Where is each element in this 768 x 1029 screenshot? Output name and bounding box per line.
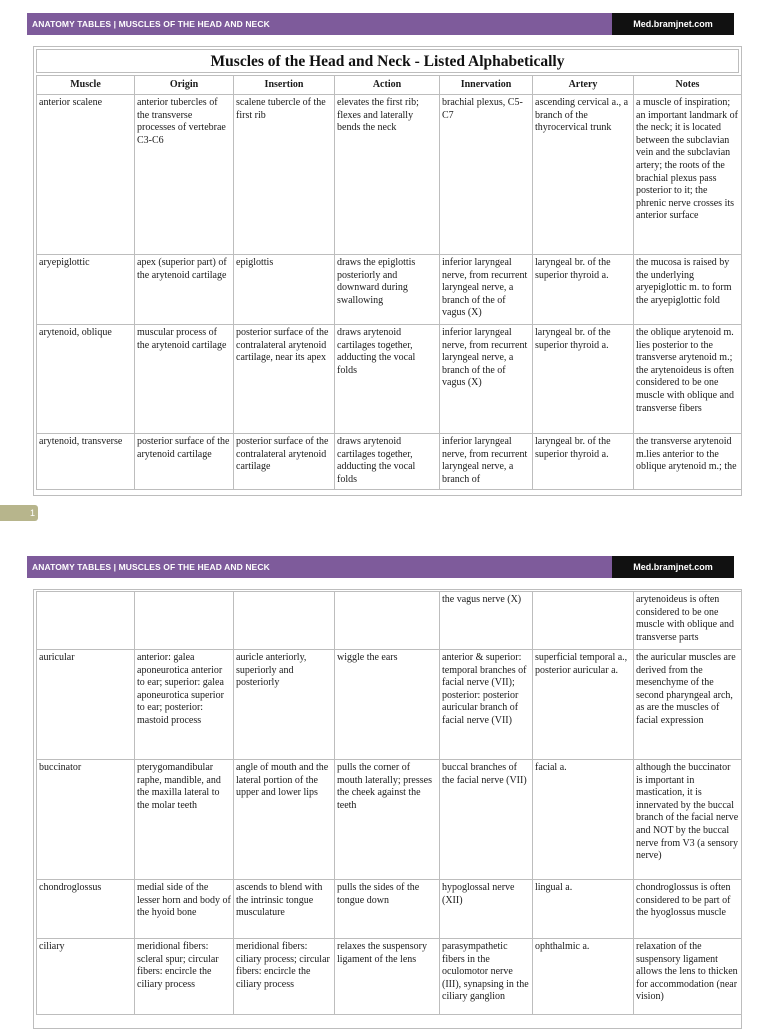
cell-insertion: scalene tubercle of the first rib	[234, 95, 335, 255]
cell-origin	[135, 592, 234, 650]
cell-notes: the mucosa is raised by the underlying aryepiglottic m. to form the aryepiglottic fold	[634, 255, 742, 325]
cell-innervation: inferior laryngeal nerve, from recurrent laryngeal nerve, a branch of the of vagus (X)	[440, 325, 533, 434]
table-row	[37, 650, 742, 760]
cell-insertion	[234, 592, 335, 650]
cell-muscle: chondroglossus	[37, 880, 135, 939]
cell-muscle: aryepiglottic	[37, 255, 135, 325]
cell-artery: laryngeal br. of the superior thyroid a.	[533, 434, 634, 490]
cell-origin: posterior surface of the arytenoid cartilage	[135, 434, 234, 490]
cell-innervation: inferior laryngeal nerve, from recurrent laryngeal nerve, a branch of the of vagus (X)	[440, 255, 533, 325]
cell-artery: superficial temporal a., posterior auricular a.	[533, 650, 634, 760]
cell-innervation: hypoglossal nerve (XII)	[440, 880, 533, 939]
cell-artery: facial a.	[533, 760, 634, 880]
cell-innervation: buccal branches of the facial nerve (VII)	[440, 760, 533, 880]
header-site-link[interactable]: Med.bramjnet.com	[612, 13, 734, 35]
cell-action	[335, 592, 440, 650]
cell-insertion: epiglottis	[234, 255, 335, 325]
cell-origin: muscular process of the arytenoid cartilage	[135, 325, 234, 434]
table-row	[37, 434, 742, 490]
table-row	[37, 255, 742, 325]
cell-insertion: auricle anteriorly, superiorly and posteriorly	[234, 650, 335, 760]
cell-action: pulls the sides of the tongue down	[335, 880, 440, 939]
cell-artery: ophthalmic a.	[533, 939, 634, 1015]
cell-action: pulls the corner of mouth laterally; presses the cheek against the teeth	[335, 760, 440, 880]
cell-action: elevates the first rib; flexes and laterally bends the neck	[335, 95, 440, 255]
cell-notes: arytenoideus is often considered to be one muscle with oblique and transverse parts	[634, 592, 742, 650]
cell-innervation: brachial plexus, C5-C7	[440, 95, 533, 255]
cell-origin: anterior: galea aponeurotica anterior to ear; superior: galea aponeurotica superior to ear; posterior: mastoid process	[135, 650, 234, 760]
cell-notes: the transverse arytenoid m.lies anterior to the oblique arytenoid m.; the	[634, 434, 742, 490]
cell-innervation: parasympathetic fibers in the oculomotor nerve (III), synapsing in the ciliary ganglion	[440, 939, 533, 1015]
muscles-table-page1	[36, 75, 742, 490]
cell-notes: chondroglossus is often considered to be part of the hyoglossus muscle	[634, 880, 742, 939]
page-number-badge: 1	[0, 505, 38, 521]
table-row	[37, 880, 742, 939]
table-row	[37, 325, 742, 434]
muscles-table-page2	[36, 591, 742, 1015]
header-section-title: ANATOMY TABLES | MUSCLES OF THE HEAD AND NECK	[32, 562, 270, 572]
cell-action: draws the epiglottis posteriorly and downward during swallowing	[335, 255, 440, 325]
cell-insertion: ascends to blend with the intrinsic tongue musculature	[234, 880, 335, 939]
cell-innervation: inferior laryngeal nerve, from recurrent laryngeal nerve, a branch of	[440, 434, 533, 490]
table-row	[37, 95, 742, 255]
cell-muscle: ciliary	[37, 939, 135, 1015]
page-title: Muscles of the Head and Neck - Listed Alphabetically	[36, 49, 739, 73]
cell-artery	[533, 592, 634, 650]
cell-artery: laryngeal br. of the superior thyroid a.	[533, 325, 634, 434]
cell-muscle: anterior scalene	[37, 95, 135, 255]
cell-insertion: meridional fibers: ciliary process; circular fibers: encircle the ciliary process	[234, 939, 335, 1015]
page-header	[27, 556, 734, 578]
cell-innervation: anterior & superior: temporal branches of facial nerve (VII); posterior: posterior auricular branch of facial nerve (VII)	[440, 650, 533, 760]
header-section-title: ANATOMY TABLES | MUSCLES OF THE HEAD AND NECK	[32, 19, 270, 29]
cell-muscle: arytenoid, transverse	[37, 434, 135, 490]
column-header-innervation: Innervation	[440, 76, 533, 95]
cell-muscle: arytenoid, oblique	[37, 325, 135, 434]
column-header-origin: Origin	[135, 76, 234, 95]
cell-action: relaxes the suspensory ligament of the lens	[335, 939, 440, 1015]
cell-notes: the auricular muscles are derived from the mesenchyme of the second pharyngeal arch, as are the muscles of facial expression	[634, 650, 742, 760]
cell-muscle: buccinator	[37, 760, 135, 880]
cell-muscle: auricular	[37, 650, 135, 760]
cell-notes: although the buccinator is important in mastication, it is innervated by the buccal branch of the facial nerve and NOT by the buccal nerve from V3 (a sensory nerve)	[634, 760, 742, 880]
table-row	[37, 592, 742, 650]
cell-insertion: angle of mouth and the lateral portion of the upper and lower lips	[234, 760, 335, 880]
cell-origin: anterior tubercles of the transverse processes of vertebrae C3-C6	[135, 95, 234, 255]
cell-action: wiggle the ears	[335, 650, 440, 760]
cell-notes: the oblique arytenoid m. lies posterior to the transverse arytenoid m.; the arytenoideus is often considered to be one muscle with oblique and transverse fibers	[634, 325, 742, 434]
cell-origin: apex (superior part) of the arytenoid cartilage	[135, 255, 234, 325]
cell-notes: a muscle of inspiration; an important landmark of the neck; it is located between the subclavian vein and the subclavian artery; the roots of the brachial plexus pass posterior to it; the phrenic nerve crosses its anterior surface	[634, 95, 742, 255]
table-row	[37, 760, 742, 880]
cell-artery: ascending cervical a., a branch of the thyrocervical trunk	[533, 95, 634, 255]
header-site-link[interactable]: Med.bramjnet.com	[612, 556, 734, 578]
cell-origin: medial side of the lesser horn and body of the hyoid bone	[135, 880, 234, 939]
table-header-row	[37, 76, 742, 95]
column-header-artery: Artery	[533, 76, 634, 95]
column-header-notes: Notes	[634, 76, 742, 95]
table-row	[37, 939, 742, 1015]
cell-origin: meridional fibers: scleral spur; circular fibers: encircle the ciliary process	[135, 939, 234, 1015]
cell-insertion: posterior surface of the contralateral arytenoid cartilage, near its apex	[234, 325, 335, 434]
page-header	[27, 13, 734, 35]
column-header-muscle: Muscle	[37, 76, 135, 95]
cell-artery: lingual a.	[533, 880, 634, 939]
cell-innervation: the vagus nerve (X)	[440, 592, 533, 650]
cell-insertion: posterior surface of the contralateral arytenoid cartilage	[234, 434, 335, 490]
column-header-insertion: Insertion	[234, 76, 335, 95]
cell-notes: relaxation of the suspensory ligament allows the lens to thicken for accommodation (near vision)	[634, 939, 742, 1015]
cell-action: draws arytenoid cartilages together, adducting the vocal folds	[335, 325, 440, 434]
cell-muscle	[37, 592, 135, 650]
cell-action: draws arytenoid cartilages together, adducting the vocal folds	[335, 434, 440, 490]
cell-artery: laryngeal br. of the superior thyroid a.	[533, 255, 634, 325]
column-header-action: Action	[335, 76, 440, 95]
cell-origin: pterygomandibular raphe, mandible, and the maxilla lateral to the molar teeth	[135, 760, 234, 880]
